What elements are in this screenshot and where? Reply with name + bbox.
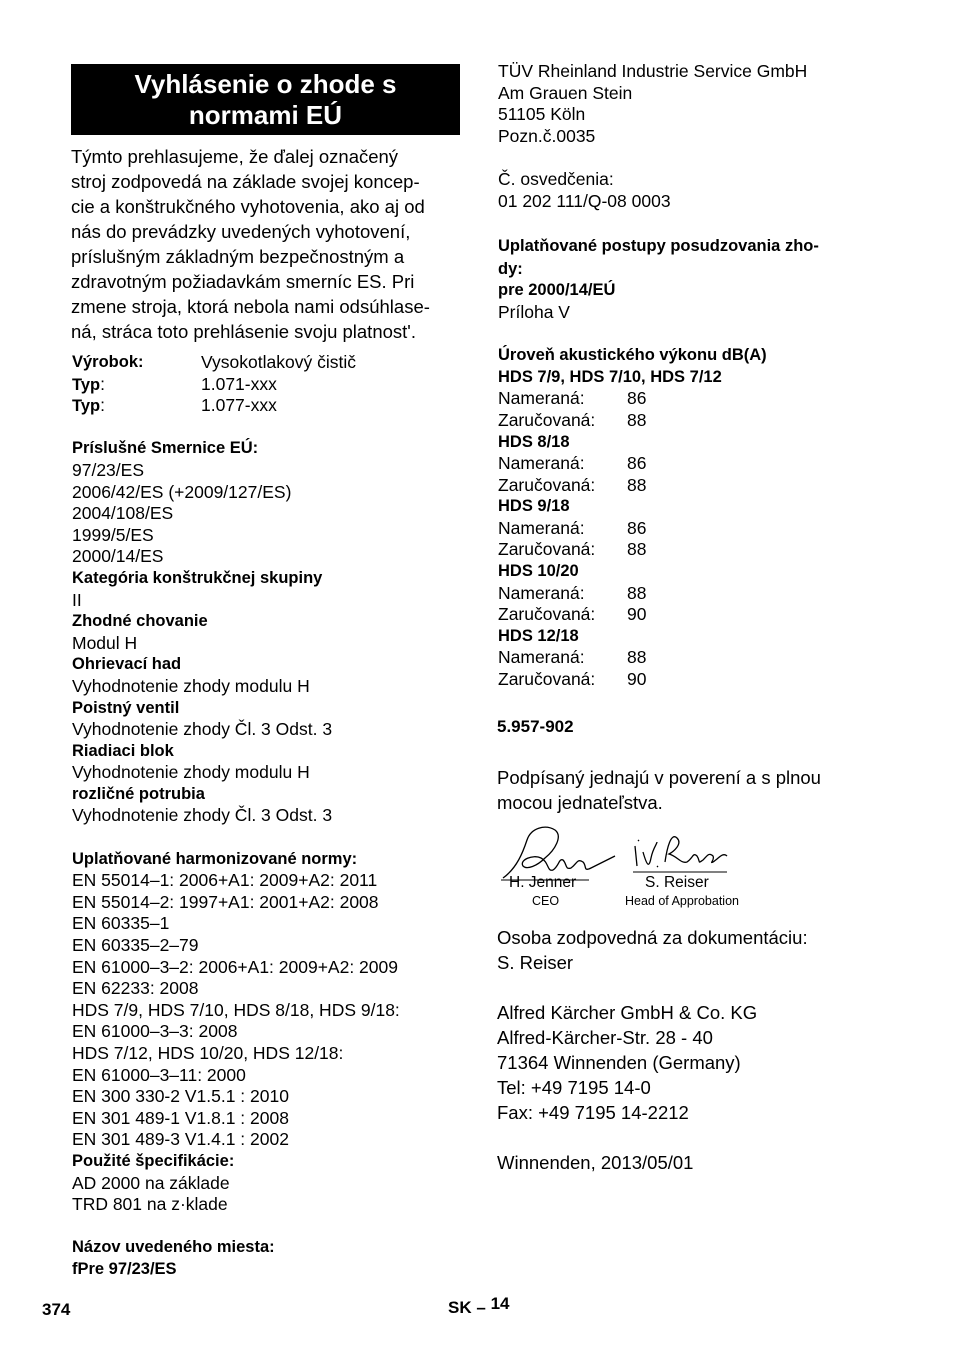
signature-name-2: S. Reiser [645,874,709,891]
left-column [72,352,467,1281]
measured-value: 86 [627,388,647,409]
sound-guaranteed-row [498,604,898,626]
sound-guaranteed-row [498,669,898,691]
intro-line: nás do prevádzky uvedených vyhotovení, [71,221,411,242]
sound-measured-row [498,453,898,475]
sound-model: HDS 12/18 [498,626,579,645]
heating-coil-heading: Ohrievací had [72,655,182,674]
intro-line: príslušným základným bezpečnostným a [71,246,405,267]
guaranteed-label: Zaručovaná: [498,539,596,560]
product-row [72,352,467,374]
part-number: 5.957-902 [497,717,574,736]
sound-measured-row [498,583,898,605]
certificate-value: 01 202 111/Q-08 0003 [498,190,671,211]
control-block-heading: Riadiaci blok [72,741,174,760]
title-line-2: normami EÚ [188,99,343,130]
type-label: Typ [72,375,101,394]
intro-line: zdravotným požiadavkám smerníc ES. Pri [71,271,415,292]
title-line-1: Vyhlásenie o zhode s [134,68,397,99]
spec-item: AD 2000 na základe [72,1172,230,1193]
directive-item: 2004/108/ES [72,503,174,524]
guaranteed-value: 90 [627,604,647,625]
spec-item: TRD 801 na z·klade [72,1194,228,1215]
section-footer [448,1294,510,1318]
pipes-value: Vyhodnotenie zhody Čl. 3 Odst. 3 [72,805,333,826]
control-block-value: Vyhodnotenie zhody modulu H [72,762,310,783]
product-label: Výrobok: [72,353,144,371]
guaranteed-label: Zaručovaná: [498,604,596,625]
certificate-label: Č. osvedčenia: [498,168,614,189]
norm-item: HDS 7/9, HDS 7/10, HDS 8/18, HDS 9/18: [72,999,400,1020]
intro-line: ná, stráca toto prehlásenie svoju platnost'. [71,321,416,342]
directive-item: 97/23/ES [72,459,144,480]
notified-body-heading: Názov uvedeného miesta: [72,1238,275,1257]
measured-label: Nameraná: [498,647,585,668]
section-page: 14 [490,1294,510,1313]
jenner-signature [503,827,615,878]
norm-item: EN 300 330-2 V1.5.1 : 2010 [72,1086,289,1107]
norm-item: EN 301 489-3 V1.4.1 : 2002 [72,1129,289,1150]
company-line: Fax: +49 7195 14-2212 [497,1102,689,1123]
guaranteed-label: Zaručovaná: [498,409,596,430]
specs-heading: Použité špecifikácie: [72,1151,235,1170]
type-value: 1.071-xxx [201,373,277,394]
company-address [497,1000,757,1125]
guaranteed-label: Zaručovaná: [498,474,596,495]
type-label: Typ [72,397,101,416]
sound-model: HDS 8/18 [498,432,570,451]
company-line: 71364 Winnenden (Germany) [497,1052,741,1073]
norm-item: EN 55014–2: 1997+A1: 2001+A2: 2008 [72,891,379,912]
directive-item: 2000/14/ES [72,546,164,567]
sound-measured-row [498,388,898,410]
assessment-heading-cont: dy: [498,259,523,278]
signatory-line: Podpísaný jednajú v poverení a s plnou [497,767,821,788]
intro-line: cie a konštrukčného vyhotovenia, ako aj od [71,196,425,217]
signatory-text [497,765,821,815]
norm-item: EN 301 489-1 V1.8.1 : 2008 [72,1107,289,1128]
measured-label: Nameraná: [498,517,585,538]
guaranteed-value: 90 [627,669,647,690]
conformity-value: Modul H [72,632,138,653]
tuv-line: TÜV Rheinland Industrie Service GmbH [498,61,808,81]
reiser-signature [635,837,727,867]
safety-valve-value: Vyhodnotenie zhody Čl. 3 Odst. 3 [72,719,333,740]
sound-measured-row [498,647,898,669]
company-line: Alfred-Kärcher-Str. 28 - 40 [497,1027,713,1048]
sound-guaranteed-row [498,410,898,432]
measured-label: Nameraná: [498,582,585,603]
guaranteed-value: 88 [627,539,647,560]
heating-coil-value: Vyhodnotenie zhody modulu H [72,675,310,696]
guaranteed-value: 88 [627,409,647,430]
sound-model: HDS 10/20 [498,562,579,581]
category-value: II [72,589,82,610]
directive-item: 2006/42/ES (+2009/127/ES) [72,481,292,502]
right-column [498,61,898,691]
norm-item: EN 61000–3–2: 2006+A1: 2009+A2: 2009 [72,956,398,977]
measured-label: Nameraná: [498,453,585,474]
norm-item: EN 61000–3–11: 2000 [72,1064,246,1085]
pipes-heading: rozličné potrubia [72,784,205,803]
documentation-name: S. Reiser [497,952,574,973]
intro-line: stroj zodpovedá na základe svojej koncep- [71,171,420,192]
documentation-block [497,925,808,975]
assessment-heading: Uplatňované postupy posudzovania zho- [498,236,819,255]
sound-measured-row [498,518,898,540]
measured-value: 88 [627,647,647,668]
measured-label: Nameraná: [498,388,585,409]
norm-item: EN 55014–1: 2006+A1: 2009+A2: 2011 [72,870,378,891]
page-title [71,64,460,135]
safety-valve-heading: Poistný ventil [72,698,180,717]
signature-role-2: Head of Approbation [625,894,739,908]
type-colon: : [100,395,105,416]
measured-value: 86 [627,453,647,474]
sound-heading: Úroveň akustického výkonu dB(A) [498,346,767,365]
tuv-line: Am Grauen Stein [498,82,633,103]
place-date: Winnenden, 2013/05/01 [497,1152,694,1173]
type-row-1 [72,374,467,396]
documentation-label: Osoba zodpovedná za dokumentáciu: [497,927,808,948]
intro-line: Týmto prehlasujeme, že ďalej označený [71,146,399,167]
norm-item: EN 62233: 2008 [72,978,199,999]
tuv-line: Pozn.č.0035 [498,125,596,146]
conformity-heading: Zhodné chovanie [72,612,208,631]
norm-item: EN 60335–2–79 [72,935,199,956]
norm-item: EN 61000–3–3: 2008 [72,1021,238,1042]
signature-name-1: H. Jenner [509,874,577,891]
guaranteed-value: 88 [627,474,647,495]
sound-model: HDS 9/18 [498,497,570,516]
signature-block [497,822,767,917]
directive-item: 1999/5/ES [72,524,154,545]
assessment-value: Príloha V [498,301,570,322]
notified-body-directive: fPre 97/23/ES [72,1259,177,1278]
product-value: Vysokotlakový čistič [201,352,356,372]
type-colon: : [100,373,105,394]
measured-value: 88 [627,582,647,603]
intro-line: zmene stroja, ktorá nebola nami odsúhlase- [71,296,430,317]
assessment-directive: pre 2000/14/EÚ [498,281,616,300]
tuv-line: 51105 Köln [498,104,586,125]
directives-heading: Príslušné Smernice EÚ: [72,439,259,458]
sound-model: HDS 7/9, HDS 7/10, HDS 7/12 [498,367,722,386]
type-value: 1.077-xxx [201,395,277,416]
signatory-line: mocou jednateľstva. [497,792,663,813]
language-code: SK [448,1298,472,1317]
company-line: Tel: +49 7195 14-0 [497,1077,651,1098]
sound-guaranteed-row [498,475,898,497]
norms-heading: Uplatňované harmonizované normy: [72,849,358,868]
category-heading: Kategória konštrukčnej skupiny [72,568,323,587]
norm-item: HDS 7/12, HDS 10/20, HDS 12/18: [72,1043,344,1063]
norm-item: EN 60335–1 [72,913,170,934]
measured-value: 86 [627,517,647,538]
footer-dash: – [476,1298,486,1317]
intro-paragraph [71,144,463,344]
guaranteed-label: Zaručovaná: [498,669,596,690]
company-line: Alfred Kärcher GmbH & Co. KG [497,1002,758,1023]
signature-role-1: CEO [532,894,560,908]
sound-guaranteed-row [498,539,898,561]
type-row-2 [72,395,467,417]
page-number: 374 [42,1300,71,1319]
